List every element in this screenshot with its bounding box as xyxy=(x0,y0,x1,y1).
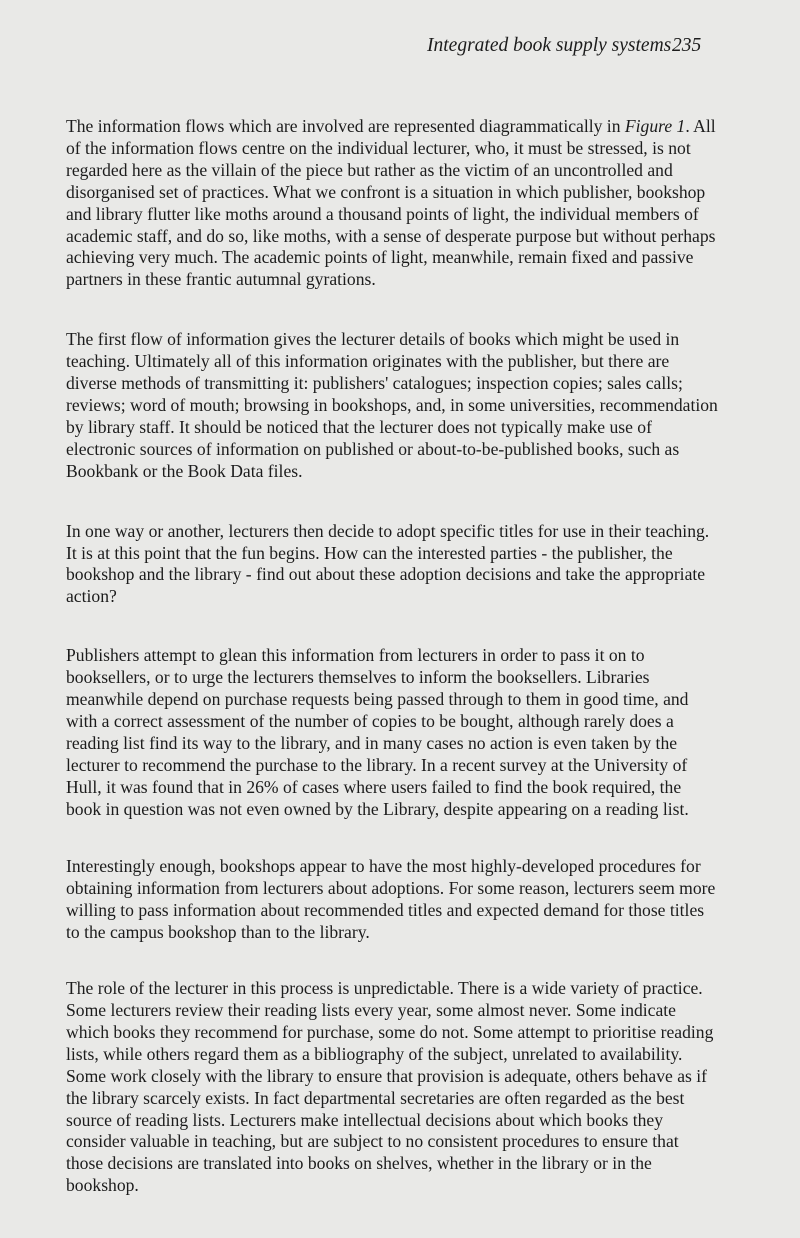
page-number: 235 xyxy=(672,35,702,56)
paragraph-tail-text: . All of the information flows centre on the individual lecturer, who, it must be stressed, is not regarded here as the villain of the piece but rather as the victim of an uncontrolled and disorganised set of practices. What we confront is a situation in which publisher, bookshop and library flutter like moths around a thousand points of light, the individual members of academic staff, and do so, like moths, with a sense of desperate purpose but without perhaps achieving very much. The academic points of light, meanwhile, remain fixed and passive partners in these frantic autumnal gyrations. xyxy=(66,116,716,290)
paragraph-publishers-libraries: Publishers attempt to glean this information from lecturers in order to pass it on to booksellers, or to urge the lecturers themselves to inform the booksellers. Libraries meanwhile depend on purchase requests being passed through to them in good time, and with a correct assessment of the number of copies to be bought, although rarely does a reading list find its way to the library, and in many cases no action is even taken by the lecturer to recommend the purchase to the library. In a recent survey at the University of Hull, it was found that in 26% of cases where users failed to find the book required, the book in question was not even owned by the Library, despite appearing on a reading list. xyxy=(66,645,689,819)
running-header xyxy=(0,34,800,62)
running-title: Integrated book supply systems xyxy=(427,35,672,56)
paragraph-figure-reference xyxy=(66,116,718,291)
paragraph-bookshops: Interestingly enough, bookshops appear to have the most highly-developed procedures for obtaining information from lecturers about adoptions. For some reason, lecturers seem more willing to pass information about recommended titles and expected demand for those titles to the campus bookshop than to the library. xyxy=(66,856,716,943)
body-text xyxy=(66,116,718,1235)
paragraph-adoption-decisions: In one way or another, lecturers then decide to adopt specific titles for use in their teaching. It is at this point that the fun begins. How can the interested parties - the publisher, the bookshop and the library - find out about these adoption decisions and take the appropriate action? xyxy=(66,520,710,607)
paragraph-first-flow: The first flow of information gives the lecturer details of books which might be used in teaching. Ultimately all of this information originates with the publisher, but there are diverse methods of transmitting it: publishers' catalogues; inspection copies; sales calls; reviews; word of mouth; browsing in bookshops, and, in some universities, recommendation by library staff. It should be noticed that the lecturer does not typically make use of electronic sources of information on published or about-to-be-published books, such as Bookbank or the Book Data files. xyxy=(66,329,718,481)
paragraph-lecturer-role: The role of the lecturer in this process is unpredictable. There is a wide variety of practice. Some lecturers review their reading lists every year, some almost never. Some indicate which books they recommend for purchase, some do not. Some attempt to prioritise reading lists, while others regard them as a bibliography of the subject, unrelated to availability. Some work closely with the library to ensure that provision is adequate, others behave as if the library scarcely exists. In fact departmental secretaries are often regarded as the best source of reading lists. Lecturers make intellectual decisions about which books they consider valuable in teaching, but are subject to no consistent procedures to ensure that those decisions are translated into books on shelves, whether in the library or in the bookshop. xyxy=(66,978,714,1196)
figure-reference: Figure 1 xyxy=(624,116,686,136)
paragraph-lead-text: The information flows which are involved are represented diagrammatically in xyxy=(66,116,625,136)
